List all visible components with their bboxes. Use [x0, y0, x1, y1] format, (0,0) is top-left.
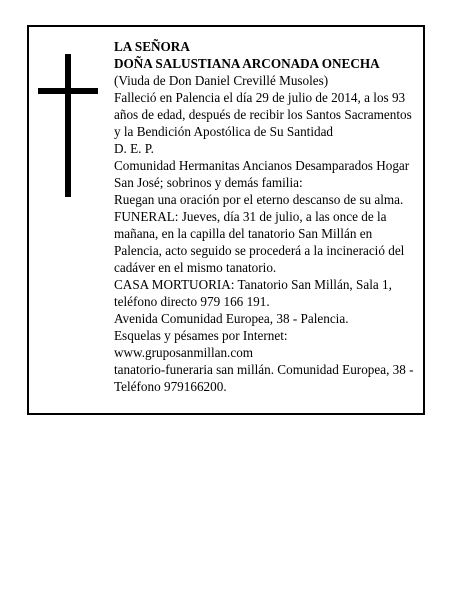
heading: LA SEÑORA [114, 39, 190, 54]
funeral-home-address: Avenida Comunidad Europea, 38 - Palencia. [114, 311, 349, 326]
funeral-home-details: CASA MORTUORIA: Tanatorio San Millán, Sala 1, teléfono directo 979 166 191. [114, 277, 392, 309]
website-link[interactable]: www.gruposanmillan.com [114, 345, 254, 360]
funeral-home-footer: tanatorio-funeraria san millán. Comunidad Europea, 38 - Teléfono 979166200. [114, 362, 414, 394]
prayer-request: Ruegan una oración por el eterno descanso de su alma. [114, 192, 404, 207]
obituary-text [114, 38, 414, 395]
death-announcement: Falleció en Palencia el día 29 de julio de 2014, a los 93 años de edad, después de recibir los Santos Sacramentos y la Bendición Apostólica de Su Santidad [114, 90, 412, 139]
online-condolences-label: Esquelas y pésames por Internet: [114, 328, 288, 343]
cross-horizontal-bar [38, 88, 98, 94]
cross-vertical-bar [65, 54, 71, 197]
rest-in-peace: D. E. P. [114, 141, 154, 156]
mourners: Comunidad Hermanitas Ancianos Desamparados Hogar San José; sobrinos y demás familia: [114, 158, 410, 190]
widow-of-line: (Viuda de Don Daniel Crevillé Musoles) [114, 73, 329, 88]
cross-icon [38, 54, 98, 197]
funeral-details: FUNERAL: Jueves, día 31 de julio, a las once de la mañana, en la capilla del tanatorio San Millán en Palencia, acto seguido se procederá a la incineració del cadáver en el mismo tanatorio. [114, 209, 405, 275]
deceased-name: DOÑA SALUSTIANA ARCONADA ONECHA [114, 56, 380, 71]
